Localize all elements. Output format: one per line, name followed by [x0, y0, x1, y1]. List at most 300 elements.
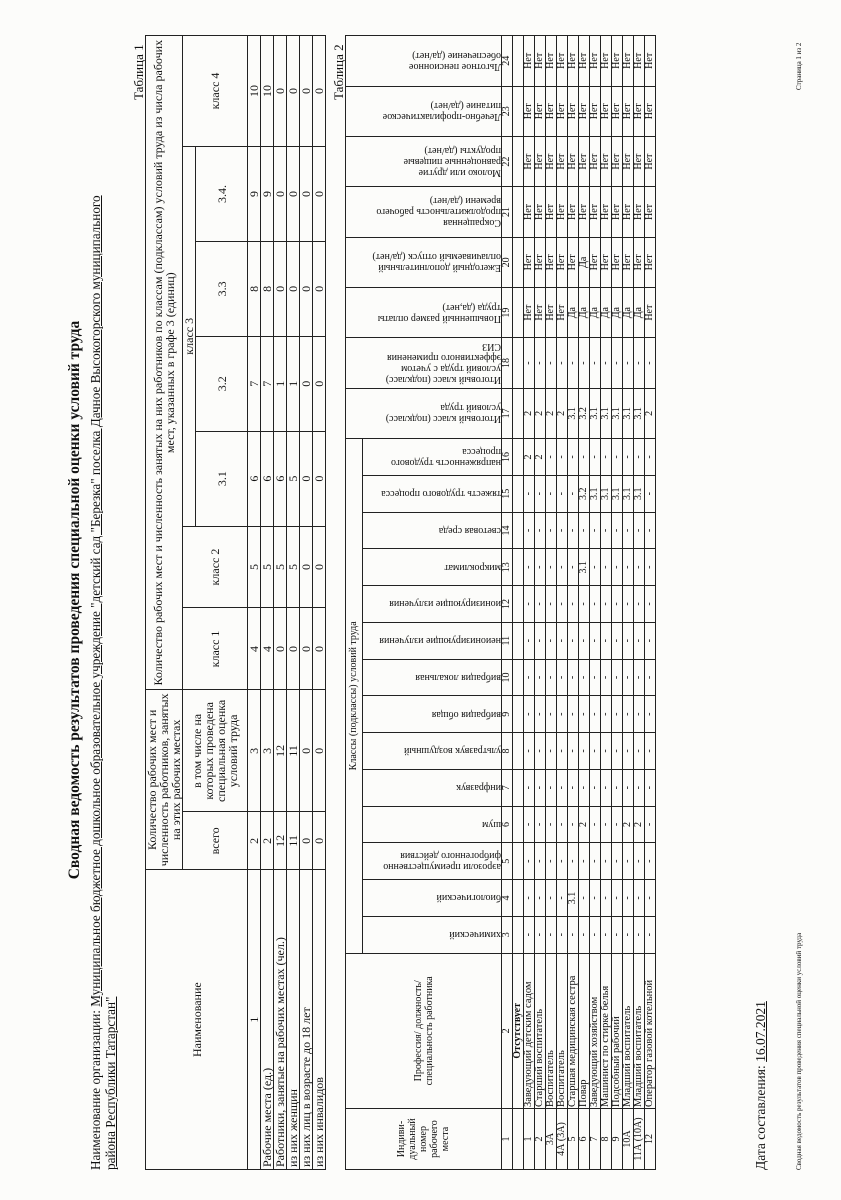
t2-cell: Нет	[634, 187, 645, 237]
t2-cell: -	[634, 696, 645, 733]
t1-cell: 0	[300, 147, 313, 242]
t2-cell: 2	[557, 388, 568, 438]
t2-cell: Нет	[557, 86, 568, 136]
t2-cell: -	[623, 733, 634, 770]
t2-empty-cell	[513, 475, 524, 512]
t2-cell: -	[579, 338, 590, 388]
t2-cell: -	[579, 843, 590, 880]
t1-cell: 5	[287, 431, 300, 526]
t2-cell: -	[524, 843, 535, 880]
t2-cell: Да	[601, 287, 612, 337]
t2-cell: Нет	[557, 287, 568, 337]
t2-profession: Заведующий хозяйством	[590, 953, 601, 1108]
t1-cell: 11	[287, 690, 300, 812]
t2-cell: -	[535, 696, 546, 733]
t2-factor-label: Итоговый класс (подкласс) условий труда с учетом эффективного применения СИЗ	[385, 341, 501, 386]
t2-cell: -	[590, 549, 601, 586]
t2-cell: -	[568, 843, 579, 880]
t2-cell: -	[546, 916, 557, 953]
t2-col-number: 16	[502, 439, 513, 476]
t2-cell: 2	[535, 388, 546, 438]
t2-factor-header	[346, 338, 502, 388]
t2-cell: -	[546, 769, 557, 806]
t2-factor-header	[363, 622, 502, 659]
t2-cell: Нет	[612, 136, 623, 186]
t1-cell: 6	[261, 431, 274, 526]
t1-header-3-3: 3.3	[196, 241, 248, 336]
t1-header-total: всего	[183, 812, 248, 870]
t1-cell: 0	[313, 526, 326, 608]
t2-col-number: 18	[502, 338, 513, 388]
t1-cell: 0	[300, 608, 313, 690]
t2-cell: -	[524, 806, 535, 843]
t2-factor-header	[363, 916, 502, 953]
t2-cell: -	[557, 880, 568, 917]
t2-cell: -	[557, 622, 568, 659]
t2-factor-header	[363, 843, 502, 880]
t2-cell: -	[623, 549, 634, 586]
t2-workplace-id: 12	[645, 1109, 656, 1170]
t2-cell: -	[601, 439, 612, 476]
t2-cell: 2	[623, 806, 634, 843]
t1-cell: 0	[313, 36, 326, 147]
org-name-line1: Муниципальное бюджетное дошкольное образовательное учреждение "детский сад "Березка" поселка Дачное Высокогорского муниципального	[88, 195, 103, 1007]
t2-row	[579, 36, 590, 1170]
t2-cell: -	[590, 659, 601, 696]
t2-cell: -	[634, 843, 645, 880]
t2-cell: -	[579, 659, 590, 696]
t1-col-number: 1	[248, 870, 261, 1170]
t2-cell: -	[590, 843, 601, 880]
t1-header-class3: класс 3	[183, 147, 196, 527]
t2-cell: -	[612, 696, 623, 733]
page-title: Сводная ведомость результатов проведения специальной оценки условий труда	[66, 320, 83, 880]
t1-row	[300, 36, 313, 1170]
t2-cell: 2	[634, 806, 645, 843]
t2-cell: -	[623, 916, 634, 953]
t1-cell: 0	[300, 526, 313, 608]
t2-cell: -	[601, 806, 612, 843]
t2-factor-label: Повышенный размер оплаты труда (да,нет)	[377, 301, 501, 324]
t2-cell: -	[579, 439, 590, 476]
t1-cell: 5	[261, 526, 274, 608]
t2-factor-label: химический	[449, 929, 501, 941]
t2-empty-cell	[513, 696, 524, 733]
t1-cell: 4	[261, 608, 274, 690]
t2-col-number: 3	[502, 916, 513, 953]
t1-cell: 0	[274, 36, 287, 147]
t2-cell: -	[546, 880, 557, 917]
t2-cell: -	[601, 549, 612, 586]
t1-row-name: из них женщин	[287, 870, 300, 1170]
t2-col-number: 12	[502, 586, 513, 623]
t2-cell: -	[601, 916, 612, 953]
t2-col-number: 15	[502, 475, 513, 512]
t2-factor-header	[363, 769, 502, 806]
t2-cell: Нет	[645, 86, 656, 136]
t2-cell: -	[557, 439, 568, 476]
t2-cell: -	[612, 622, 623, 659]
t2-cell: -	[568, 512, 579, 549]
t2-cell: -	[601, 733, 612, 770]
t2-cell: -	[601, 622, 612, 659]
t2-cell: -	[524, 586, 535, 623]
t2-cell: Нет	[590, 237, 601, 287]
t2-row	[535, 36, 546, 1170]
t2-cell: -	[645, 549, 656, 586]
t2-profession: Оператор газовой котельной	[645, 953, 656, 1108]
t2-absent-label: Отсутствует	[513, 953, 524, 1108]
t2-empty-cell	[513, 586, 524, 623]
t2-cell: -	[623, 659, 634, 696]
t2-cell: -	[568, 806, 579, 843]
t2-cell: Нет	[645, 36, 656, 87]
t1-header-class1: класс 1	[183, 608, 248, 690]
t2-factor-label: напряженность трудового процесса	[391, 445, 501, 468]
t2-cell: -	[524, 512, 535, 549]
t2-cell: -	[634, 439, 645, 476]
t2-cell: Да	[579, 287, 590, 337]
t2-profession: Подсобный рабочий	[612, 953, 623, 1108]
t2-cell: -	[579, 880, 590, 917]
t2-cell: 2	[524, 388, 535, 438]
t2-cell: -	[535, 806, 546, 843]
t2-cell: -	[601, 843, 612, 880]
t2-cell: -	[590, 512, 601, 549]
t2-col-number: 7	[502, 769, 513, 806]
t2-profession: Воспитатель	[546, 953, 557, 1108]
t2-cell: Нет	[645, 237, 656, 287]
t2-column-numbers	[502, 36, 513, 1170]
t2-cell: Нет	[645, 187, 656, 237]
t1-col-number: 9	[248, 147, 261, 242]
t2-profession: Старшая медицинская сестра	[568, 953, 579, 1108]
t2-cell: -	[623, 338, 634, 388]
t2-factor-label: инфразвук	[456, 782, 501, 794]
t1-cell: 0	[313, 812, 326, 870]
t2-absent-row	[513, 36, 524, 1170]
t2-cell: -	[590, 696, 601, 733]
t2-cell: -	[645, 916, 656, 953]
t1-cell: 2	[261, 812, 274, 870]
t2-cell: -	[612, 880, 623, 917]
t2-factor-label: аэрозоли преимущественно фиброгенного действия	[383, 850, 501, 873]
t2-factor-label: ионизирующие излучения	[389, 598, 501, 610]
t2-cell: Нет	[546, 36, 557, 87]
t2-cell: -	[634, 586, 645, 623]
t1-col-number: 10	[248, 36, 261, 147]
t2-cell: -	[579, 916, 590, 953]
t2-cell: -	[579, 769, 590, 806]
t2-cell: Нет	[546, 237, 557, 287]
t1-header-3-1: 3.1	[196, 431, 248, 526]
t2-cell: -	[524, 338, 535, 388]
t2-col-number: 22	[502, 136, 513, 186]
t2-cell: -	[634, 880, 645, 917]
t2-cell: 3.1	[579, 549, 590, 586]
t2-cell: -	[557, 549, 568, 586]
t2-factor-label: вибрация общая	[431, 708, 501, 720]
t2-cell: Нет	[612, 237, 623, 287]
org-name-line2: района Республики Татарстан"	[103, 996, 118, 1170]
t2-workplace-id: 7	[590, 1109, 601, 1170]
t2-cell: -	[645, 338, 656, 388]
t2-col-number: 8	[502, 733, 513, 770]
t1-header-3-4: 3.4.	[196, 147, 248, 242]
t2-header-num: Индиви-дуальный номер рабочего места	[346, 1109, 502, 1170]
t2-row	[634, 36, 645, 1170]
t1-col-number: 4	[248, 608, 261, 690]
t2-cell: Нет	[579, 36, 590, 87]
t1-row	[287, 36, 300, 1170]
t2-cell: -	[524, 733, 535, 770]
t2-factor-header	[363, 475, 502, 512]
t2-cell: -	[546, 439, 557, 476]
t2-col-number: 4	[502, 880, 513, 917]
t2-cell: -	[524, 475, 535, 512]
t2-cell: -	[524, 659, 535, 696]
t2-cell: -	[524, 769, 535, 806]
t2-cell: -	[568, 549, 579, 586]
t2-empty-cell	[513, 36, 524, 87]
t2-cell: -	[568, 916, 579, 953]
t2-row	[546, 36, 557, 1170]
t2-cell: -	[645, 843, 656, 880]
t2-factor-header	[346, 388, 502, 438]
t2-cell: Нет	[557, 136, 568, 186]
t1-header-incl: в том числе на которых проведена специальная оценка условий труда	[183, 690, 248, 812]
t2-factor-header	[363, 659, 502, 696]
t2-cell: Нет	[601, 237, 612, 287]
t2-cell: 2	[535, 439, 546, 476]
t2-factor-header	[346, 136, 502, 186]
t2-cell: -	[601, 512, 612, 549]
t2-cell: 3.1	[623, 388, 634, 438]
t1-row	[313, 36, 326, 1170]
t1-cell: 0	[274, 608, 287, 690]
t2-cell: -	[590, 916, 601, 953]
t2-cell: 2	[524, 439, 535, 476]
t2-cell: -	[645, 439, 656, 476]
t2-cell: -	[590, 622, 601, 659]
t1-cell: 6	[274, 431, 287, 526]
t2-cell: -	[546, 549, 557, 586]
t2-col-number: 21	[502, 187, 513, 237]
t2-cell: Нет	[546, 136, 557, 186]
t1-cell: 0	[313, 147, 326, 242]
t2-cell: Нет	[524, 237, 535, 287]
t2-cell: -	[557, 512, 568, 549]
t1-row	[274, 36, 287, 1170]
t2-cell: Да	[634, 287, 645, 337]
t2-cell: Нет	[557, 187, 568, 237]
t1-cell: 11	[287, 812, 300, 870]
t2-empty-cell	[513, 916, 524, 953]
t2-workplace-id: 2	[535, 1109, 546, 1170]
t2-col-number: 10	[502, 659, 513, 696]
t2-cell: -	[568, 622, 579, 659]
t2-cell: 2	[645, 388, 656, 438]
t1-cell: 1	[287, 336, 300, 431]
t2-col-number: 11	[502, 622, 513, 659]
t2-empty-cell	[513, 843, 524, 880]
t2-cell: -	[601, 338, 612, 388]
workplaces-table	[345, 35, 656, 1170]
t2-cell: 3.1	[601, 475, 612, 512]
t2-empty-cell	[513, 806, 524, 843]
t2-cell: -	[546, 622, 557, 659]
t1-row-name: Работники, занятые на рабочих местах (чел.)	[274, 870, 287, 1170]
t2-cell: -	[623, 586, 634, 623]
t2-cell: -	[612, 512, 623, 549]
t2-workplace-id: 4А (3А)	[557, 1109, 568, 1170]
t2-factor-header	[363, 549, 502, 586]
t2-row	[645, 36, 656, 1170]
t1-cell: 0	[287, 36, 300, 147]
t2-workplace-id: 10А	[623, 1109, 634, 1170]
t2-cell: -	[535, 843, 546, 880]
t2-cell: -	[557, 659, 568, 696]
page-number: Страница 1 из 2	[795, 42, 803, 90]
t2-cell: -	[634, 769, 645, 806]
t2-cell: Нет	[601, 187, 612, 237]
t2-factor-label: микроклимат	[444, 561, 501, 573]
t2-cell: -	[612, 338, 623, 388]
t2-factor-label: биологический	[436, 892, 501, 904]
t2-cell: Нет	[546, 86, 557, 136]
t2-col-number: 5	[502, 843, 513, 880]
t1-row-name: Рабочие места (ед.)	[261, 870, 274, 1170]
t1-cell: 3	[261, 690, 274, 812]
t2-workplace-id: 8	[601, 1109, 612, 1170]
t1-cell: 0	[287, 241, 300, 336]
t1-header-class2: класс 2	[183, 526, 248, 608]
t2-cell: Нет	[645, 287, 656, 337]
t1-col-number: 2	[248, 812, 261, 870]
t2-workplace-id: 6	[579, 1109, 590, 1170]
t2-cell: Нет	[535, 187, 546, 237]
t2-cell: -	[645, 733, 656, 770]
t2-empty-cell	[513, 769, 524, 806]
t1-cell: 0	[300, 690, 313, 812]
t2-cell: -	[634, 916, 645, 953]
t2-cell: -	[524, 880, 535, 917]
t2-cell: Нет	[524, 36, 535, 87]
t2-factor-label: световая среда	[438, 524, 501, 536]
t2-cell: Да	[623, 287, 634, 337]
t2-col-number: 24	[502, 36, 513, 87]
t1-cell: 0	[313, 690, 326, 812]
t2-body	[513, 36, 656, 1170]
t2-cell: 3.1	[612, 475, 623, 512]
t2-factor-header	[363, 512, 502, 549]
t2-cell: 2	[579, 806, 590, 843]
t2-cell: Нет	[535, 287, 546, 337]
date-line	[753, 1001, 769, 1170]
t2-factor-label: Молоко или другие равноценные пищевые продукты (да/нет)	[403, 145, 501, 179]
t2-factor-label: Лечебно-профилактическое питание (да/нет)	[382, 100, 501, 123]
t2-cell: -	[645, 880, 656, 917]
t2-cell: -	[634, 622, 645, 659]
t2-cell: Да	[568, 287, 579, 337]
t1-cell: 0	[300, 36, 313, 147]
t2-cell: Нет	[623, 86, 634, 136]
t2-profession: Воспитатель	[557, 953, 568, 1108]
t1-cell: 5	[287, 526, 300, 608]
date-label: Дата составления:	[753, 1065, 768, 1170]
t2-cell: Нет	[590, 86, 601, 136]
t2-cell: -	[546, 659, 557, 696]
t2-cell: -	[557, 586, 568, 623]
t2-cell: 3.1	[590, 475, 601, 512]
t1-header-3-2: 3.2	[196, 336, 248, 431]
t2-col-number: 19	[502, 287, 513, 337]
t1-column-numbers	[248, 36, 261, 1170]
t2-cell: -	[535, 338, 546, 388]
t2-cell: -	[546, 475, 557, 512]
t1-cell: 0	[274, 147, 287, 242]
t2-col-number: 20	[502, 237, 513, 287]
t2-cell: -	[634, 512, 645, 549]
t2-cell: -	[601, 696, 612, 733]
t2-profession: Младший воспитатель	[634, 953, 645, 1108]
t2-cell: -	[645, 769, 656, 806]
t2-cell: 3.1	[568, 388, 579, 438]
t2-cell: -	[546, 512, 557, 549]
t2-cell: Нет	[612, 187, 623, 237]
t2-factor-header	[363, 439, 502, 476]
t2-cell: -	[568, 439, 579, 476]
t2-cell: -	[524, 622, 535, 659]
t2-cell: -	[524, 549, 535, 586]
t1-header-classes: Количество рабочих мест и численность занятых на них работников по классам (подклассам) условий труда из числа рабочих мест, указанных в графе 3 (единиц)	[146, 36, 183, 690]
t2-empty-cell	[513, 622, 524, 659]
t2-cell: -	[590, 733, 601, 770]
t1-cell: 5	[274, 526, 287, 608]
t2-cell: -	[623, 696, 634, 733]
t2-cell: -	[568, 769, 579, 806]
t2-empty-cell	[513, 733, 524, 770]
t2-factor-header	[346, 187, 502, 237]
t2-cell: -	[535, 622, 546, 659]
t2-cell: -	[524, 916, 535, 953]
t2-cell: Нет	[623, 187, 634, 237]
t2-row	[568, 36, 579, 1170]
t2-cell: 3.1	[623, 475, 634, 512]
t2-cell: 2	[546, 388, 557, 438]
t2-cell: -	[623, 843, 634, 880]
t2-col-number: 6	[502, 806, 513, 843]
t2-cell: Нет	[524, 86, 535, 136]
t2-row	[590, 36, 601, 1170]
t2-row	[612, 36, 623, 1170]
t2-cell: -	[645, 696, 656, 733]
t2-cell: Нет	[524, 187, 535, 237]
t2-cell: -	[612, 806, 623, 843]
t2-cell: -	[612, 733, 623, 770]
t2-cell: -	[645, 659, 656, 696]
t1-cell: 8	[261, 241, 274, 336]
t2-cell: -	[645, 512, 656, 549]
t2-workplace-id: 9	[612, 1109, 623, 1170]
t2-cell: -	[623, 880, 634, 917]
t1-cell: 0	[313, 431, 326, 526]
t2-cell: -	[568, 696, 579, 733]
t2-cell: -	[590, 880, 601, 917]
t2-factor-label: вибрация локальная	[415, 671, 501, 683]
t2-empty-cell	[513, 388, 524, 438]
t2-empty-cell	[513, 880, 524, 917]
